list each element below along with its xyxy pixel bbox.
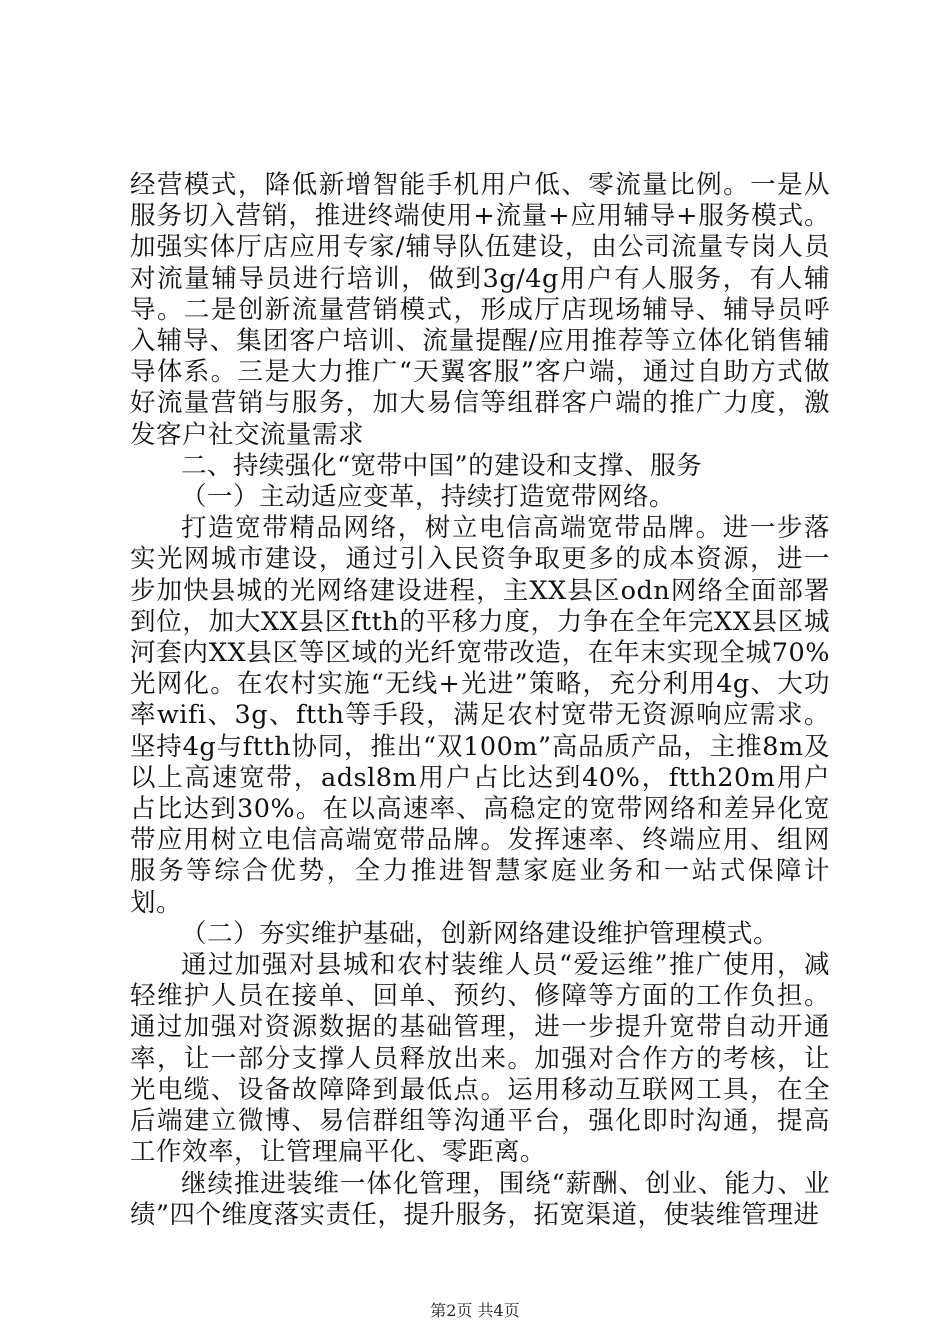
paragraph-continuation: 经营模式，降低新增智能手机用户低、零流量比例。一是从服务切入营销，推进终端使用+流量+应用辅导+服务模式。加强实体厅店应用专家/辅导队伍建设，由公司流量专岗人员对流量辅导员进行培训，做到3g/4g用户有人服务，有人辅导。二是创新流量营销模式，形成厅店现场辅导、辅导员呼入辅导、集团客户培训、流量提醒/应用推荐等立体化销售辅导体系。三是大力推广“天翼客服”客户端，通过自助方式做好流量营销与服务，加大易信等组群客户端的推广力度，激发客户社交流量需求 — [130, 170, 830, 450]
document-body — [130, 170, 830, 1231]
paragraph-broadband-network: 打造宽带精品网络，树立电信高端宽带品牌。进一步落实光网城市建设，通过引入民资争取更多的成本资源，进一步加快县城的光网络建设进程，主XX县区odn网络全面部署到位，加大XX县区ftth的平移力度，力争在全年完XX县区城河套内XX县区等区域的光纤宽带改造，在年末实现全城70%光网化。在农村实施“无线+光进”策略，充分利用4g、大功率wifi、3g、ftth等手段，满足农村宽带无资源响应需求。坚持4g与ftth协同，推出“双100m”高品质产品，主推8m及以上高速宽带，adsl8m用户占比达到40%，ftth20m用户占比达到30%。在以高速率、高稳定的宽带网络和差异化宽带应用树立电信高端宽带品牌。发挥速率、终端应用、组网服务等综合优势，全力推进智慧家庭业务和一站式保障计划。 — [130, 513, 830, 918]
paragraph-integration: 继续推进装维一体化管理，围绕“薪酬、创业、能力、业绩”四个维度落实责任，提升服务，拓宽渠道，使装维管理进 — [130, 1168, 830, 1230]
page-number-footer: 第2页 共4页 — [430, 1301, 520, 1320]
subsection-heading-2: （二）夯实维护基础，创新网络建设维护管理模式。 — [181, 918, 780, 949]
paragraph-maintenance: 通过加强对县城和农村装维人员“爱运维”推广使用，减轻维护人员在接单、回单、预约、修障等方面的工作负担。通过加强对资源数据的基础管理，进一步提升宽带自动开通率，让一部分支撑人员释放出来。加强对合作方的考核，让光电缆、设备故障降到最低点。运用移动互联网工具，在全后端建立微博、易信群组等沟通平台，强化即时沟通，提高工作效率，让管理扁平化、零距离。 — [130, 950, 830, 1168]
subsection-heading-1: （一）主动适应变革，持续打造宽带网络。 — [181, 482, 676, 513]
section-heading: 二、持续强化“宽带中国”的建设和支撑、服务 — [181, 450, 703, 481]
